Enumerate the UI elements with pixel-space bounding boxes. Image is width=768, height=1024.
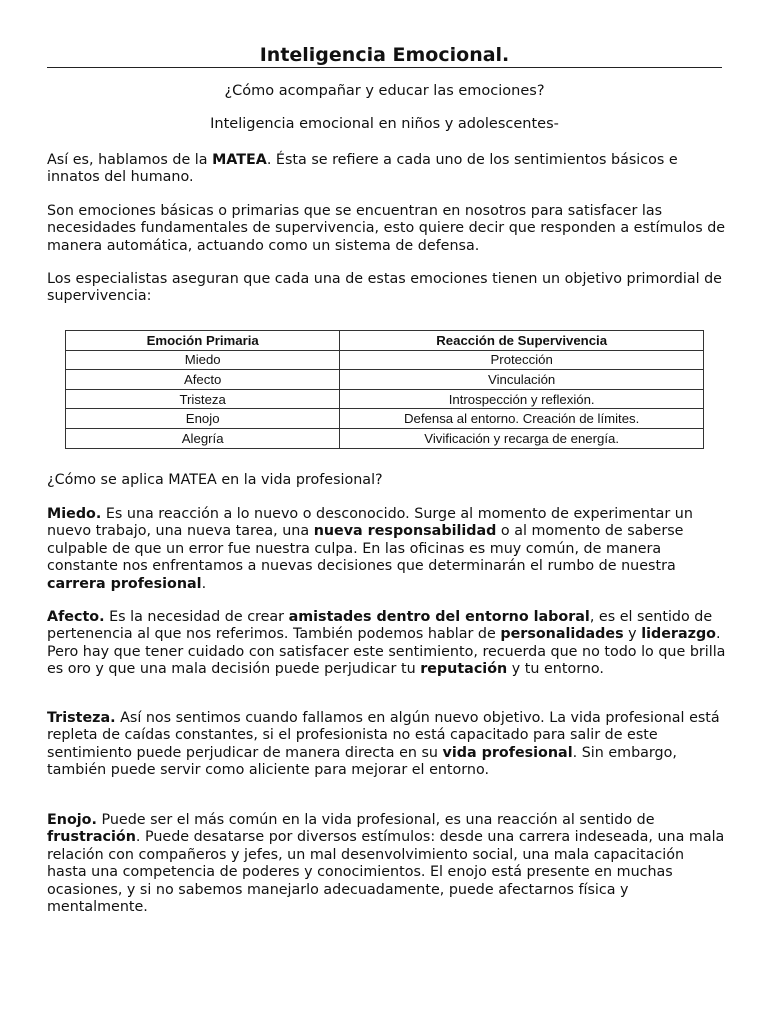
title-underline [47, 67, 722, 68]
subtitle-question: ¿Cómo acompañar y educar las emociones? [224, 83, 545, 99]
paragraph-enojo [47, 812, 727, 916]
table-cell-emotion: Alegría [66, 428, 340, 448]
table-header-cell: Emoción Primaria [66, 331, 340, 351]
intro-paragraph-1 [47, 152, 727, 187]
bold-segment: liderazgo [641, 626, 716, 643]
table-cell-reaction: Vivificación y recarga de energía. [340, 428, 704, 448]
label-afecto: Afecto. [47, 609, 105, 625]
paragraph-tristeza [47, 710, 727, 780]
bold-segment: frustración [47, 829, 136, 846]
table-cell-reaction: Protección [340, 350, 704, 370]
label-miedo: Miedo. [47, 506, 102, 522]
table-row [66, 409, 704, 429]
table-row [66, 389, 704, 409]
text-segment: . Sin embargo, también puede servir como aliciente para mejorar el entorno. [47, 744, 677, 779]
intro1-bold: MATEA [212, 152, 267, 168]
emotions-table [65, 330, 704, 449]
table-header-cell: Reacción de Supervivencia [340, 331, 704, 351]
bold-segment: reputación [420, 661, 508, 678]
text-segment: o al momento de saberse culpable de que un error fue nuestra culpa. En las oficinas es muy común, de manera constante nos enfrentamos a nuevas decisiones que determinarán el rumbo de nuestra [47, 523, 684, 575]
intro1-text: Así es, hablamos de la [47, 152, 213, 168]
text-segment: , es el sentido de pertenencia al que nos referimos. También podemos hablar de [47, 609, 713, 643]
bold-segment: amistades dentro del entorno laboral [288, 609, 590, 625]
table-cell-emotion: Afecto [66, 370, 340, 390]
text-segment: . Puede desatarse por diversos estímulos: desde una carrera indeseada, una mala relación con compañeros y jefes, un mal desenvolvimiento social, una mala capacitación hasta una competencia de poderes y conocimientos. El enojo está presente en muchas ocasiones, y si no sabemos manejarlo adecuadamente, puede afectarnos física y mentalmente. [47, 829, 725, 916]
text-segment: Es una reacción a lo nuevo o desconocido. Surge al momento de experimentar un nuevo trabajo, una nueva tarea, una [47, 506, 693, 540]
table-cell-reaction: Vinculación [340, 370, 704, 390]
table-row [66, 428, 704, 448]
text-segment: y tu entorno. [507, 661, 604, 678]
intro-paragraph-2: Son emociones básicas o primarias que se encuentran en nosotros para satisfacer las necesidades fundamentales de supervivencia, esto quiere decir que responden a estímulos de manera automática, actuando como un sistema de defensa. [47, 203, 726, 254]
table-header-row [66, 331, 704, 351]
intro-paragraph-3: Los especialistas aseguran que cada una de estas emociones tienen un objetivo primordial de supervivencia: [47, 271, 722, 305]
text-segment: . [201, 575, 207, 592]
table-cell-reaction: Introspección y reflexión. [340, 389, 704, 409]
table-cell-emotion: Tristeza [66, 389, 340, 409]
intro1-text-end: . Ésta se refiere a cada uno de los sentimientos básicos e innatos del humano. [47, 152, 678, 186]
subtitle-topic: Inteligencia emocional en niños y adolescentes- [210, 116, 559, 132]
bold-segment: carrera profesional [47, 575, 202, 592]
label-tristeza: Tristeza. [47, 710, 116, 726]
table-row [66, 350, 704, 370]
text-segment: Así nos sentimos cuando fallamos en algún nuevo objetivo. La vida profesional está repleta de caídas constantes, si el profesionista no está capacitado para salir de este sentimiento puede perjudicar de manera directa en su [47, 710, 720, 761]
bold-segment: personalidades [500, 626, 624, 643]
label-enojo: Enojo. [47, 812, 97, 828]
text-segment: Puede ser el más común en la vida profesional, es una reacción al sentido de [96, 812, 655, 828]
bold-segment: vida profesional [442, 744, 573, 761]
paragraph-afecto [47, 609, 727, 679]
text-segment: y [623, 626, 642, 643]
table-row [66, 370, 704, 390]
section-question: ¿Cómo se aplica MATEA en la vida profesional? [47, 472, 383, 488]
table-cell-emotion: Miedo [66, 350, 340, 370]
document-title: Inteligencia Emocional. [259, 44, 510, 66]
table-cell-emotion: Enojo [66, 409, 340, 429]
text-segment: Es la necesidad de crear [104, 609, 289, 625]
table-cell-reaction: Defensa al entorno. Creación de límites. [340, 409, 704, 429]
text-segment: . Pero hay que tener cuidado con satisfacer este sentimiento, recuerda que no todo lo que brilla es oro y que una mala decisión puede perjudicar tu [47, 626, 726, 678]
bold-segment: nueva responsabilidad [313, 523, 497, 540]
paragraph-miedo [47, 506, 727, 593]
